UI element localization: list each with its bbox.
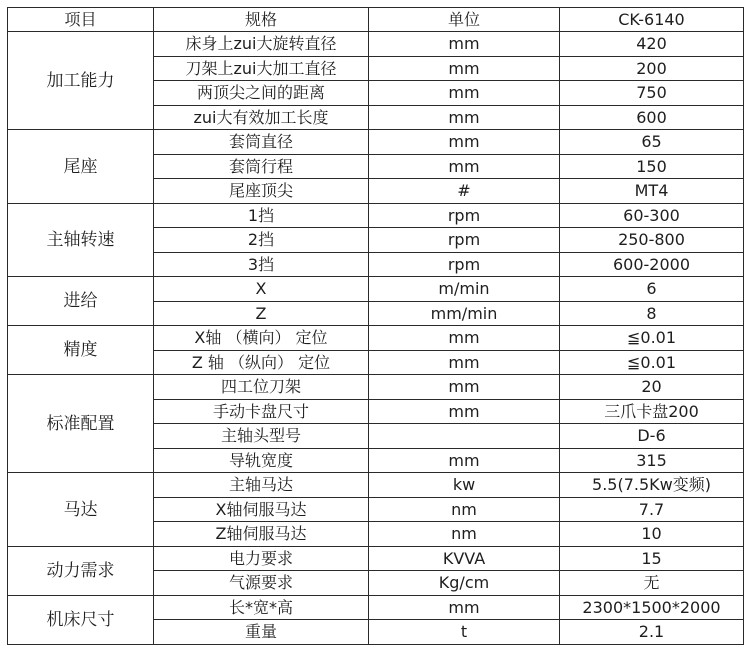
group-cell: 主轴转速 [8,203,154,277]
unit-cell: mm [369,595,560,620]
table-row [8,595,744,620]
spec-cell: Z轴伺服马达 [154,522,369,547]
spec-cell: 2挡 [154,228,369,253]
unit-cell: mm/min [369,301,560,326]
group-cell: 尾座 [8,130,154,204]
spec-cell: 套筒行程 [154,154,369,179]
unit-cell: rpm [369,252,560,277]
unit-cell: Kg/cm [369,571,560,596]
spec-cell: 1挡 [154,203,369,228]
unit-cell: kw [369,473,560,498]
spec-cell: X轴伺服马达 [154,497,369,522]
table-row [8,375,744,400]
unit-cell: mm [369,105,560,130]
unit-cell: mm [369,56,560,81]
header-group: 项目 [8,8,154,32]
header-spec: 规格 [154,8,369,32]
spec-cell: 气源要求 [154,571,369,596]
group-cell: 标准配置 [8,375,154,473]
header-row [8,8,744,32]
spec-cell: 长*宽*高 [154,595,369,620]
value-cell: 60-300 [560,203,744,228]
value-cell: 150 [560,154,744,179]
spec-cell: X轴 （横向） 定位 [154,326,369,351]
group-cell: 马达 [8,473,154,547]
value-cell: 420 [560,32,744,57]
value-cell: ≦0.01 [560,326,744,351]
value-cell: ≦0.01 [560,350,744,375]
unit-cell: mm [369,81,560,106]
table-row [8,326,744,351]
value-cell: 2300*1500*2000 [560,595,744,620]
value-cell: MT4 [560,179,744,204]
group-cell: 机床尺寸 [8,595,154,644]
unit-cell: mm [369,130,560,155]
value-cell: 6 [560,277,744,302]
value-cell: 15 [560,546,744,571]
value-cell: 20 [560,375,744,400]
header-value: CK-6140 [560,8,744,32]
spec-cell: 两顶尖之间的距离 [154,81,369,106]
spec-cell: 床身上zui大旋转直径 [154,32,369,57]
spec-cell: 套筒直径 [154,130,369,155]
value-cell: 无 [560,571,744,596]
spec-cell: 主轴马达 [154,473,369,498]
unit-cell: nm [369,497,560,522]
unit-cell: mm [369,154,560,179]
unit-cell: mm [369,399,560,424]
unit-cell: nm [369,522,560,547]
value-cell: 7.7 [560,497,744,522]
spec-cell: 手动卡盘尺寸 [154,399,369,424]
unit-cell [369,424,560,449]
unit-cell: rpm [369,203,560,228]
spec-cell: 重量 [154,620,369,645]
table-row [8,203,744,228]
table-row [8,546,744,571]
unit-cell: mm [369,448,560,473]
table-row [8,32,744,57]
spec-cell: Z 轴 （纵向） 定位 [154,350,369,375]
value-cell: 750 [560,81,744,106]
header-unit: 单位 [369,8,560,32]
spec-cell: 主轴头型号 [154,424,369,449]
unit-cell: t [369,620,560,645]
group-cell: 加工能力 [8,32,154,130]
value-cell: 2.1 [560,620,744,645]
unit-cell: # [369,179,560,204]
spec-cell: 导轨宽度 [154,448,369,473]
unit-cell: mm [369,32,560,57]
value-cell: 三爪卡盘200 [560,399,744,424]
spec-table [7,7,744,645]
spec-cell: X [154,277,369,302]
unit-cell: mm [369,375,560,400]
value-cell: 600 [560,105,744,130]
spec-cell: 刀架上zui大加工直径 [154,56,369,81]
table-row [8,473,744,498]
value-cell: 65 [560,130,744,155]
group-cell: 动力需求 [8,546,154,595]
unit-cell: mm [369,326,560,351]
unit-cell: m/min [369,277,560,302]
spec-cell: 3挡 [154,252,369,277]
value-cell: 200 [560,56,744,81]
table-row [8,277,744,302]
spec-cell: 四工位刀架 [154,375,369,400]
unit-cell: rpm [369,228,560,253]
value-cell: 5.5(7.5Kw变频) [560,473,744,498]
value-cell: 10 [560,522,744,547]
unit-cell: mm [369,350,560,375]
value-cell: 250-800 [560,228,744,253]
group-cell: 精度 [8,326,154,375]
spec-cell: zui大有效加工长度 [154,105,369,130]
spec-cell: 电力要求 [154,546,369,571]
group-cell: 进给 [8,277,154,326]
spec-body [8,32,744,645]
value-cell: 315 [560,448,744,473]
value-cell: 8 [560,301,744,326]
value-cell: 600-2000 [560,252,744,277]
spec-cell: 尾座顶尖 [154,179,369,204]
table-row [8,130,744,155]
spec-cell: Z [154,301,369,326]
value-cell: D-6 [560,424,744,449]
unit-cell: KVVA [369,546,560,571]
